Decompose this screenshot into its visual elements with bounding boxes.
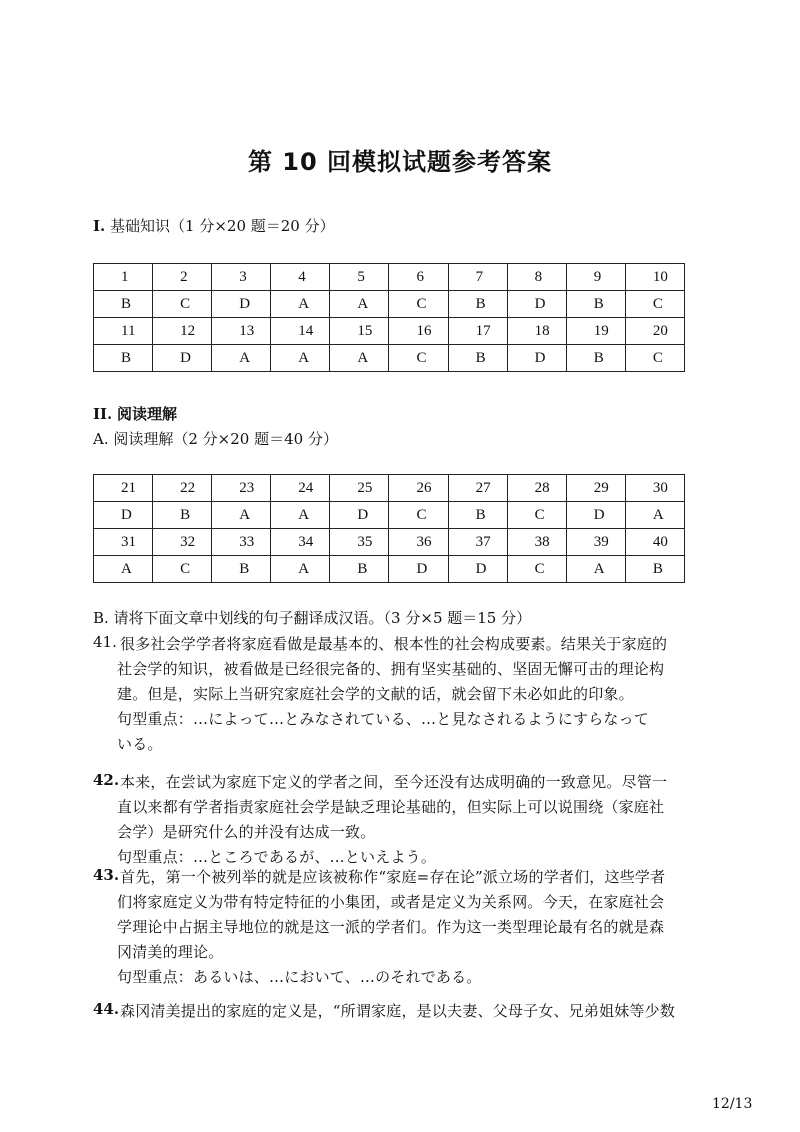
table-cell: 11 — [94, 318, 153, 345]
table-cell: B — [212, 556, 271, 583]
table-cell: 13 — [212, 318, 271, 345]
table-cell: 18 — [507, 318, 566, 345]
table-cell: 5 — [330, 264, 389, 291]
table-cell: 14 — [271, 318, 330, 345]
table-cell: 38 — [507, 529, 566, 556]
table-cell: 8 — [507, 264, 566, 291]
section-2a-heading: A. 阅读理解（2 分×20 题＝40 分） — [93, 430, 338, 448]
table-cell: D — [507, 345, 566, 372]
table-cell: C — [153, 291, 212, 318]
answer-text-line: 们将家庭定义为带有特定特征的小集团，或者是定义为关系网。今天，在家庭社会 — [117, 893, 665, 911]
table-row — [94, 318, 685, 345]
table-cell: A — [625, 502, 684, 529]
answer-text-line: 学理论中占据主导地位的就是这一派的学者们。作为这一类型理论最有名的就是森 — [117, 918, 665, 936]
table-cell: 6 — [389, 264, 448, 291]
answer-text-line: 句型重点：…によって…とみなされている、…と見なされるようにすらなって — [117, 710, 650, 728]
answer-number: 43. — [93, 866, 120, 884]
table-cell: 23 — [212, 475, 271, 502]
table-cell: 33 — [212, 529, 271, 556]
section-2b-heading: B. 请将下面文章中划线的句子翻译成汉语。（3 分×5 题＝15 分） — [93, 609, 532, 627]
table-cell: C — [507, 556, 566, 583]
answer-text-line: いる。 — [117, 735, 163, 753]
table-cell: 20 — [625, 318, 684, 345]
answer-text-line: 直以来都有学者指责家庭社会学是缺乏理论基础的，但实际上可以说围绕（家庭社 — [117, 798, 665, 816]
section-2-heading — [93, 403, 177, 424]
table-cell: B — [330, 556, 389, 583]
table-cell: D — [566, 502, 625, 529]
table-cell: 17 — [448, 318, 507, 345]
table-cell: A — [212, 502, 271, 529]
table-cell: A — [271, 291, 330, 318]
table-cell: 40 — [625, 529, 684, 556]
table-cell: B — [94, 291, 153, 318]
table-cell: 1 — [94, 264, 153, 291]
table-cell: B — [625, 556, 684, 583]
answer-table-1 — [93, 263, 685, 372]
table-row — [94, 264, 685, 291]
table-cell: A — [271, 556, 330, 583]
table-cell: D — [330, 502, 389, 529]
table-cell: D — [389, 556, 448, 583]
answer-text-line: 冈清美的理论。 — [117, 943, 224, 961]
section-2-title: 阅读理解 — [117, 405, 178, 423]
table-cell: A — [271, 345, 330, 372]
section-1-number: I. — [93, 217, 106, 235]
table-cell: B — [153, 502, 212, 529]
table-cell: A — [94, 556, 153, 583]
table-row — [94, 475, 685, 502]
table-cell: 10 — [625, 264, 684, 291]
page-title: 第 10 回模拟试题参考答案 — [247, 148, 553, 176]
table-cell: A — [330, 291, 389, 318]
table-cell: 31 — [94, 529, 153, 556]
table-row — [94, 345, 685, 372]
table-cell: 7 — [448, 264, 507, 291]
section-2-number: II. — [93, 405, 113, 423]
table-cell: 29 — [566, 475, 625, 502]
answer-number: 41. — [93, 633, 117, 651]
table-cell: 16 — [389, 318, 448, 345]
answer-number: 44. — [93, 1000, 120, 1018]
table-cell: 22 — [153, 475, 212, 502]
section-1-heading — [93, 215, 335, 236]
table-row — [94, 529, 685, 556]
table-cell: 2 — [153, 264, 212, 291]
table-cell: 21 — [94, 475, 153, 502]
table-cell: 12 — [153, 318, 212, 345]
answer-text-line: 社会学的知识，被看做是已经很完备的、拥有坚实基础的、坚固无懈可击的理论构 — [117, 660, 665, 678]
table-row — [94, 556, 685, 583]
page-number: 12/13 — [712, 1096, 753, 1112]
table-cell: 3 — [212, 264, 271, 291]
table-cell: 15 — [330, 318, 389, 345]
answer-text-line: 句型重点：あるいは、…において、…のそれである。 — [117, 968, 482, 986]
table-cell: 36 — [389, 529, 448, 556]
table-cell: A — [566, 556, 625, 583]
table-cell: 32 — [153, 529, 212, 556]
answer-text-line: 本来，在尝试为家庭下定义的学者之间，至今还没有达成明确的一致意见。尽管一 — [120, 773, 668, 791]
table-cell: B — [448, 291, 507, 318]
table-cell: 35 — [330, 529, 389, 556]
table-cell: A — [330, 345, 389, 372]
table-cell: 24 — [271, 475, 330, 502]
table-cell: 30 — [625, 475, 684, 502]
answer-text-line: 句型重点：…ところであるが、…といえよう。 — [117, 848, 437, 866]
table-cell: B — [94, 345, 153, 372]
table-cell: 19 — [566, 318, 625, 345]
section-1-title: 基础知识（1 分×20 题＝20 分） — [110, 217, 335, 235]
table-cell: C — [389, 345, 448, 372]
table-cell: C — [625, 291, 684, 318]
answer-text-line: 首先，第一个被列举的就是应该被称作“家庭=存在论”派立场的学者们，这些学者 — [120, 868, 666, 886]
table-row — [94, 502, 685, 529]
table-cell: 9 — [566, 264, 625, 291]
table-cell: 34 — [271, 529, 330, 556]
table-cell: 26 — [389, 475, 448, 502]
table-cell: D — [507, 291, 566, 318]
answer-text-line: 会学）是研究什么的并没有达成一致。 — [117, 823, 376, 841]
table-cell: D — [448, 556, 507, 583]
answer-table-2 — [93, 474, 685, 583]
table-cell: C — [153, 556, 212, 583]
table-cell: C — [389, 291, 448, 318]
answer-text-line: 森冈清美提出的家庭的定义是，“所谓家庭，是以夫妻、父母子女、兄弟姐妹等少数 — [120, 1002, 676, 1020]
table-cell: 37 — [448, 529, 507, 556]
table-cell: C — [625, 345, 684, 372]
table-cell: 39 — [566, 529, 625, 556]
table-cell: A — [212, 345, 271, 372]
table-cell: B — [448, 345, 507, 372]
table-cell: C — [389, 502, 448, 529]
table-cell: D — [94, 502, 153, 529]
table-cell: A — [271, 502, 330, 529]
table-cell: 27 — [448, 475, 507, 502]
table-cell: B — [566, 291, 625, 318]
table-cell: B — [448, 502, 507, 529]
table-cell: D — [153, 345, 212, 372]
table-cell: C — [507, 502, 566, 529]
table-cell: D — [212, 291, 271, 318]
table-cell: B — [566, 345, 625, 372]
table-row — [94, 291, 685, 318]
table-cell: 28 — [507, 475, 566, 502]
answer-text-line: 建。但是，实际上当研究家庭社会学的文献的话，就会留下未必如此的印象。 — [117, 685, 634, 703]
answer-number: 42. — [93, 771, 120, 789]
table-cell: 25 — [330, 475, 389, 502]
answer-text-line: 很多社会学学者将家庭看做是最基本的、根本性的社会构成要素。结果关于家庭的 — [120, 635, 668, 653]
table-cell: 4 — [271, 264, 330, 291]
